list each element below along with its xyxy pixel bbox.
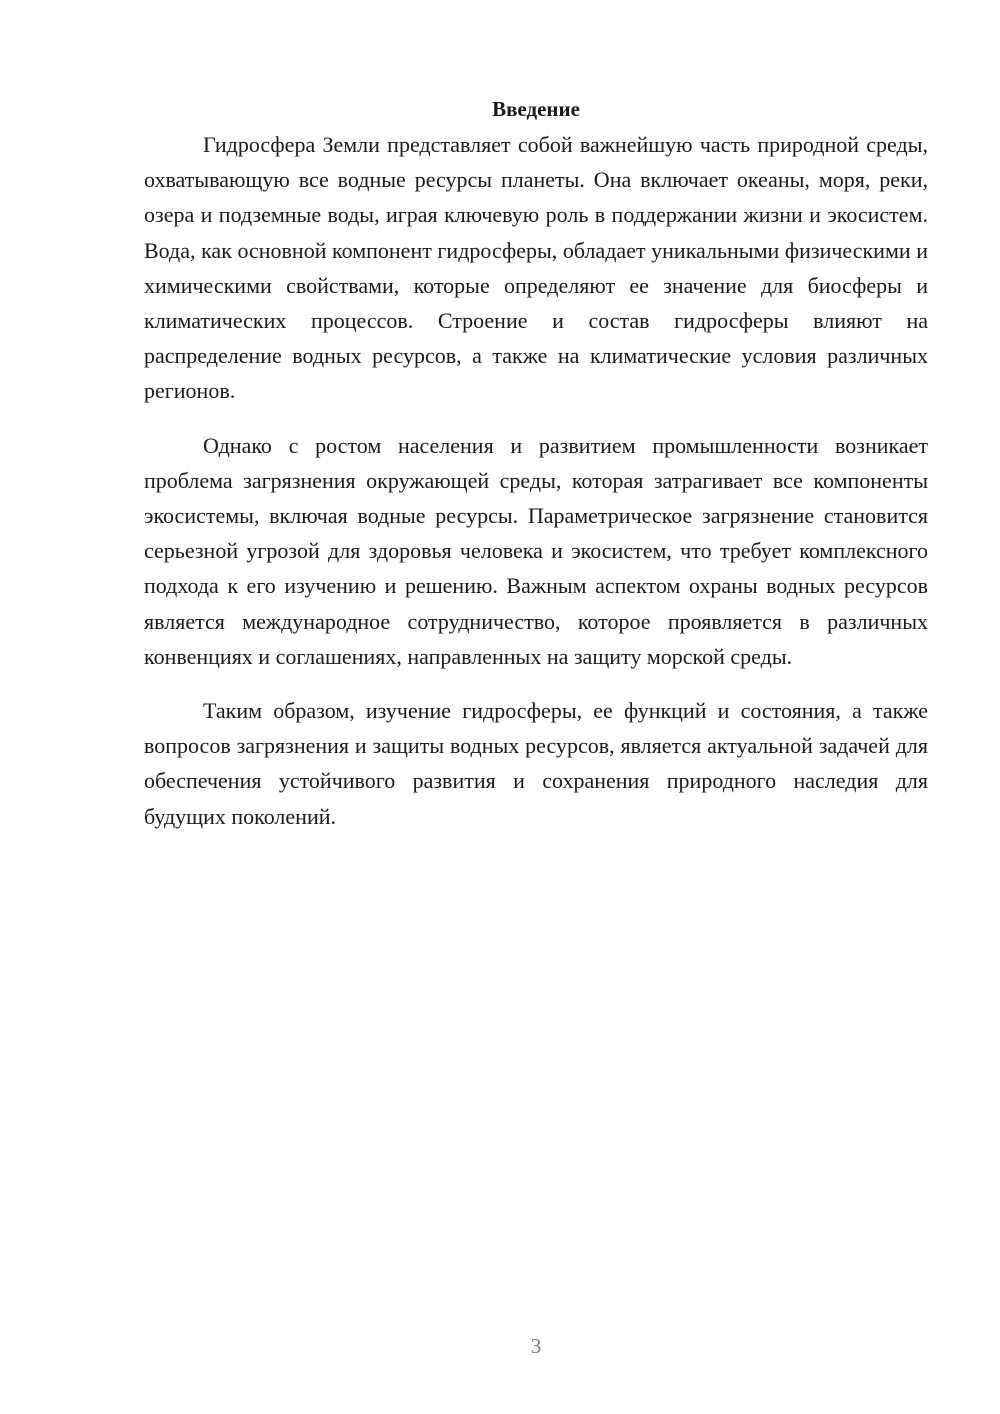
paragraph-3: Таким образом, изучение гидросферы, ее функций и состояния, а также вопросов загрязнения и защиты водных ресурсов, является актуальной задачей для обеспечения устойчивого развития и сохранения природного наследия для будущих поколений. xyxy=(144,698,928,829)
page-number: 3 xyxy=(530,1334,542,1358)
page-content xyxy=(144,92,928,834)
paragraph-1: Гидросфера Земли представляет собой важнейшую часть природной среды, охватывающую все водные ресурсы планеты. Она включает океаны, моря, реки, озера и подземные воды, играя ключевую роль в поддержании жизни и экосистем. Вода, как основной компонент гидросферы, обладает уникальными физическими и химическими свойствами, которые определяют ее значение для биосферы и климатических процессов. Строение и состав гидросферы влияют на распределение водных ресурсов, а также на климатические условия различных регионов. xyxy=(144,132,928,404)
section-title: Введение xyxy=(492,97,580,121)
paragraph-2: Однако с ростом населения и развитием промышленности возникает проблема загрязнения окружающей среды, которая затрагивает все компоненты экосистемы, включая водные ресурсы. Параметрическое загрязнение становится серьезной угрозой для здоровья человека и экосистем, что требует комплексного подхода к его изучению и решению. Важным аспектом охраны водных ресурсов является международное сотрудничество, которое проявляется в различных конвенциях и соглашениях, направленных на защиту морской среды. xyxy=(144,432,928,669)
